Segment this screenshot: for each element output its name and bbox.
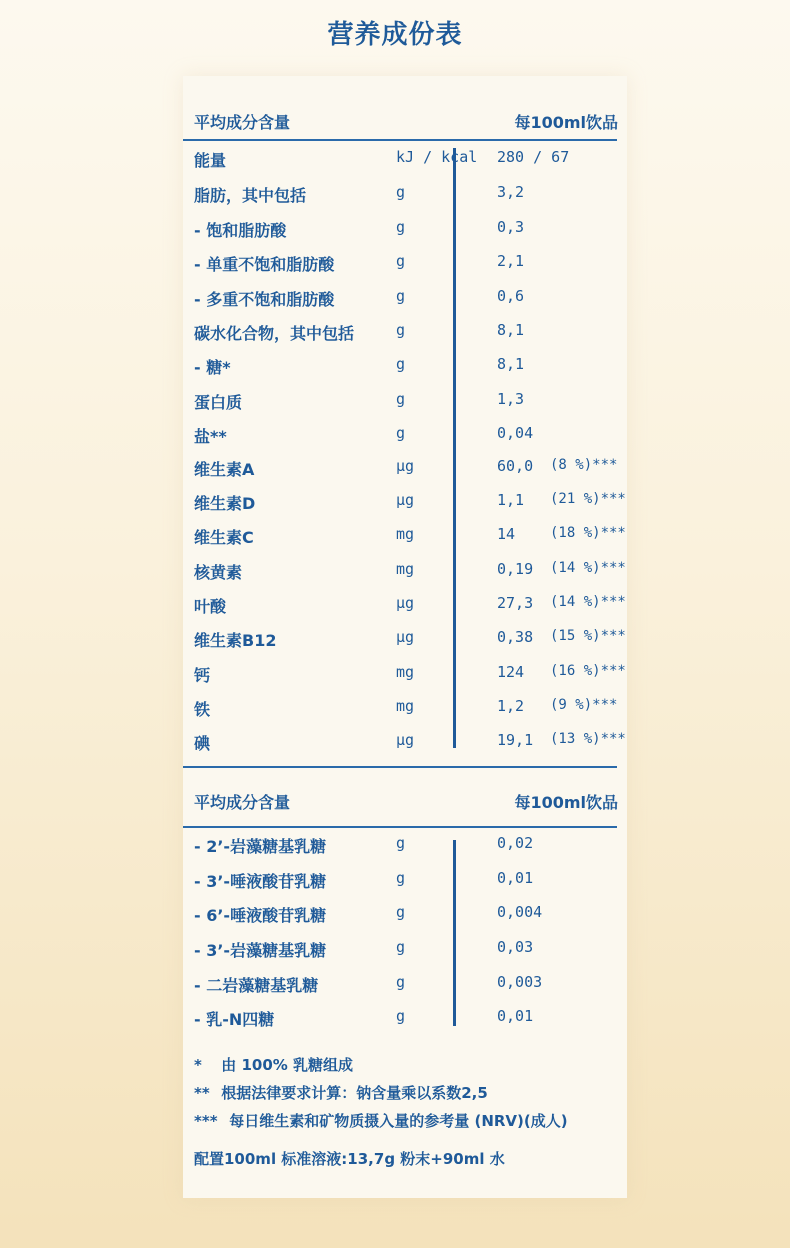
- nutrition-panel: [183, 76, 627, 1198]
- oligosaccharide-row: [183, 830, 627, 858]
- nutrient-row: [183, 214, 627, 242]
- nutrient-unit: mg: [396, 697, 415, 715]
- oligosaccharide-row: [183, 865, 627, 893]
- nutrient-row: [183, 487, 627, 515]
- nutrient-unit: µg: [396, 457, 415, 475]
- nutrient-row: [183, 420, 627, 448]
- nutrient-name: 碘: [194, 734, 211, 753]
- oligosaccharide-unit: g: [396, 938, 406, 956]
- oligosaccharide-value: 0,03: [497, 938, 534, 956]
- nutrient-row: [183, 727, 627, 755]
- nutrient-row: [183, 317, 627, 345]
- nutrient-row: [183, 248, 627, 276]
- footnote-1: [194, 1054, 353, 1075]
- oligosaccharide-name: - 3’-岩藻糖基乳糖: [194, 941, 327, 960]
- nutrient-name: 钙: [194, 666, 211, 685]
- oligosaccharide-unit: g: [396, 869, 406, 887]
- nutrient-value: 27,3: [497, 594, 534, 612]
- nutrient-value: 2,1: [497, 252, 525, 270]
- nutrient-unit: g: [396, 355, 406, 373]
- nutrient-row: [183, 179, 627, 207]
- oligosaccharide-value: 0,004: [497, 903, 543, 921]
- section2-header: [194, 790, 618, 813]
- nutrient-nrv: (15 %)***: [550, 628, 626, 644]
- nutrient-unit: g: [396, 218, 406, 236]
- nutrient-row: [183, 590, 627, 618]
- nutrient-unit: µg: [396, 594, 415, 612]
- nutrient-unit: g: [396, 321, 406, 339]
- nutrient-nrv: (21 %)***: [550, 491, 626, 507]
- footnote-2: [194, 1082, 488, 1103]
- nutrient-unit: g: [396, 390, 406, 408]
- nutrient-nrv: (9 %)***: [550, 697, 618, 713]
- nutrient-unit: mg: [396, 560, 415, 578]
- oligosaccharide-value: 0,01: [497, 869, 534, 887]
- oligosaccharide-name: - 2’-岩藻糖基乳糖: [194, 837, 327, 856]
- nutrient-value: 1,3: [497, 390, 525, 408]
- nutrient-row: [183, 351, 627, 379]
- oligosaccharide-value: 0,02: [497, 834, 534, 852]
- nutrient-name: - 糖*: [194, 358, 231, 377]
- nutrient-unit: µg: [396, 731, 415, 749]
- nutrient-value: 0,04: [497, 424, 534, 442]
- nutrient-value: 0,19: [497, 560, 534, 578]
- oligosaccharide-unit: g: [396, 903, 406, 921]
- nutrient-unit: g: [396, 424, 406, 442]
- nutrient-unit: g: [396, 287, 406, 305]
- nutrient-name: 碳水化合物，其中包括: [194, 324, 355, 343]
- oligosaccharide-name: - 二岩藻糖基乳糖: [194, 976, 319, 995]
- oligosaccharide-value: 0,003: [497, 973, 543, 991]
- nutrient-name: - 单重不饱和脂肪酸: [194, 255, 335, 274]
- section1-header: [194, 110, 618, 133]
- nutrient-unit: g: [396, 252, 406, 270]
- nutrient-value: 0,3: [497, 218, 525, 236]
- nutrient-name: - 饱和脂肪酸: [194, 221, 287, 240]
- nutrient-row: [183, 659, 627, 687]
- footnote-1-text: 由 100% 乳糖组成: [221, 1056, 354, 1074]
- nutrient-name: 叶酸: [194, 597, 227, 616]
- section2-header-left: 平均成分含量: [194, 793, 291, 812]
- preparation-note: 配置100ml 标准溶液:13,7g 粉末+90ml 水: [194, 1150, 505, 1168]
- section1-bottom-rule: [183, 766, 617, 768]
- nutrient-value: 14: [497, 525, 516, 543]
- nutrient-unit: µg: [396, 491, 415, 509]
- nutrient-unit: µg: [396, 628, 415, 646]
- section1-header-right: 每100ml饮品: [514, 113, 618, 132]
- nutrient-name: 核黄素: [194, 563, 243, 582]
- footnote-3-text: 每日维生素和矿物质摄入量的参考量 (NRV)(成人): [229, 1112, 568, 1130]
- nutrient-nrv: (13 %)***: [550, 731, 626, 747]
- nutrient-unit: mg: [396, 525, 415, 543]
- footnote-3: [194, 1110, 568, 1131]
- nutrient-row: [183, 283, 627, 311]
- nutrient-name: 脂肪，其中包括: [194, 186, 307, 205]
- oligosaccharide-row: [183, 969, 627, 997]
- nutrient-row: [183, 693, 627, 721]
- oligosaccharide-unit: g: [396, 1007, 406, 1025]
- nutrient-value: 8,1: [497, 321, 525, 339]
- footnote-1-symbol: *: [194, 1056, 202, 1074]
- nutrient-unit: g: [396, 183, 406, 201]
- nutrient-nrv: (8 %)***: [550, 457, 618, 473]
- nutrient-nrv: (18 %)***: [550, 525, 626, 541]
- nutrient-name: 盐**: [194, 427, 227, 446]
- nutrient-name: 维生素A: [194, 460, 255, 479]
- nutrient-nrv: (14 %)***: [550, 560, 626, 576]
- nutrient-name: 蛋白质: [194, 393, 243, 412]
- footnote-3-symbol: ***: [194, 1112, 218, 1130]
- nutrient-value: 1,2: [497, 697, 525, 715]
- nutrient-name: 维生素B12: [194, 631, 277, 650]
- nutrient-value: 19,1: [497, 731, 534, 749]
- nutrient-unit: mg: [396, 663, 415, 681]
- section1-top-rule: [183, 139, 617, 141]
- nutrient-value: 1,1: [497, 491, 525, 509]
- section1-header-left: 平均成分含量: [194, 113, 291, 132]
- oligosaccharide-value: 0,01: [497, 1007, 534, 1025]
- nutrient-unit: kJ / kcal: [396, 148, 478, 166]
- nutrient-value: 124: [497, 663, 525, 681]
- nutrient-row: [183, 386, 627, 414]
- footnote-2-text: 根据法律要求计算：钠含量乘以系数2,5: [221, 1084, 488, 1102]
- footnote-2-symbol: **: [194, 1084, 210, 1102]
- nutrient-row: [183, 624, 627, 652]
- nutrient-name: 能量: [194, 151, 227, 170]
- nutrient-name: 维生素C: [194, 528, 254, 547]
- oligosaccharide-name: - 3’-唾液酸苷乳糖: [194, 872, 327, 891]
- nutrient-value: 8,1: [497, 355, 525, 373]
- oligosaccharide-row: [183, 1003, 627, 1031]
- nutrient-row: [183, 453, 627, 481]
- nutrient-row: [183, 556, 627, 584]
- nutrient-row: [183, 144, 627, 172]
- oligosaccharide-name: - 乳-N四糖: [194, 1010, 275, 1029]
- page-title: 营养成份表: [327, 20, 463, 50]
- nutrient-nrv: (14 %)***: [550, 594, 626, 610]
- section2-top-rule: [183, 826, 617, 828]
- nutrient-nrv: (16 %)***: [550, 663, 626, 679]
- nutrient-value: 0,38: [497, 628, 534, 646]
- nutrient-value: 60,0: [497, 457, 534, 475]
- nutrient-row: [183, 521, 627, 549]
- nutrient-value: 280 / 67: [497, 148, 570, 166]
- nutrient-name: 铁: [194, 700, 211, 719]
- oligosaccharide-row: [183, 899, 627, 927]
- oligosaccharide-unit: g: [396, 834, 406, 852]
- nutrient-name: 维生素D: [194, 494, 256, 513]
- nutrient-value: 0,6: [497, 287, 525, 305]
- oligosaccharide-name: - 6’-唾液酸苷乳糖: [194, 906, 327, 925]
- nutrient-name: - 多重不饱和脂肪酸: [194, 290, 335, 309]
- oligosaccharide-row: [183, 934, 627, 962]
- oligosaccharide-unit: g: [396, 973, 406, 991]
- nutrient-value: 3,2: [497, 183, 525, 201]
- section2-header-right: 每100ml饮品: [514, 793, 618, 812]
